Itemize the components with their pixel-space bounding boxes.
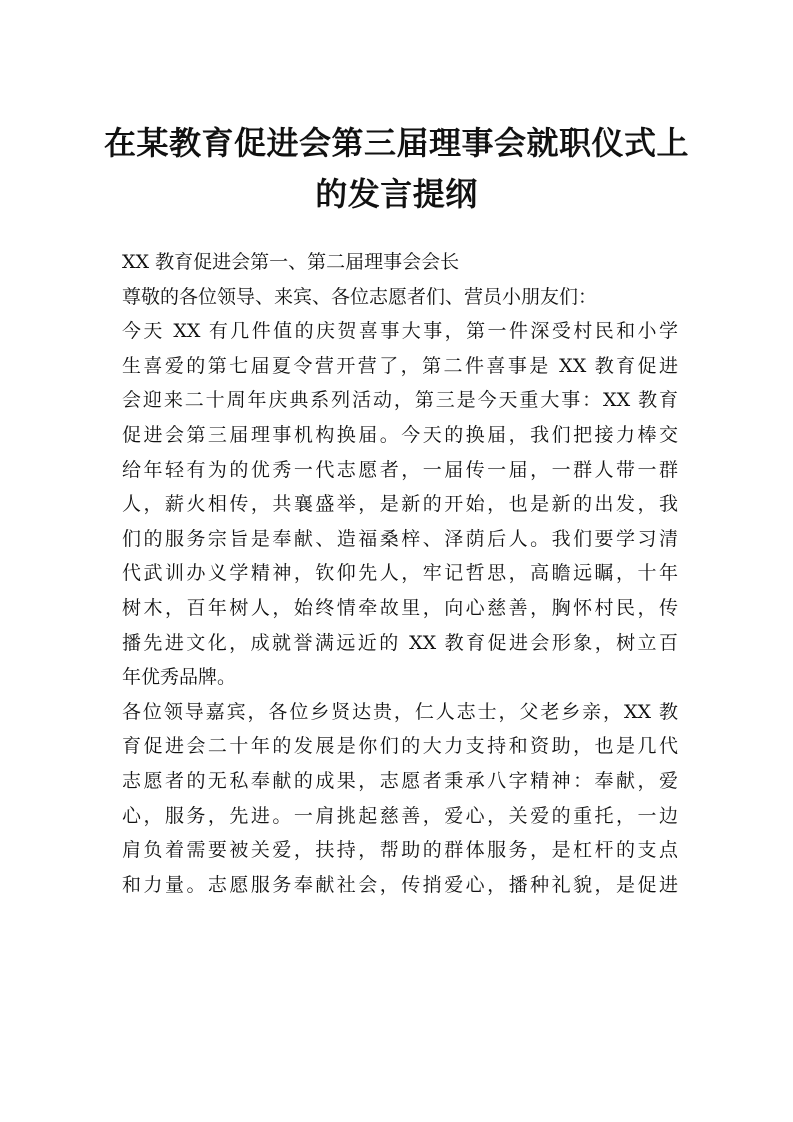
paragraph-1 — [122, 314, 678, 695]
paragraph-line: 生喜爱的第七届夏令营开营了，第二件喜事是 XX 教育促进 — [122, 354, 678, 377]
paragraph-line: 今天 XX 有几件值的庆贺喜事大事，第一件深受村民和小学 — [122, 320, 678, 343]
paragraph-line: 肩负着需要被关爱，扶持，帮助的群体服务，是杠杆的支点 — [122, 839, 678, 862]
document-body — [122, 245, 678, 902]
title-line-2: 的发言提纲 — [315, 175, 478, 213]
paragraph-line: 播先进文化，成就誉满远近的 XX 教育促进会形象，树立百 — [122, 631, 678, 654]
paragraph-line: 志愿者的无私奉献的成果，志愿者秉承八字精神：奉献，爱 — [122, 769, 678, 792]
paragraph-line: 促进会第三届理事机构换届。今天的换届，我们把接力棒交 — [122, 423, 678, 446]
paragraph-line: 代武训办义学精神，钦仰先人，牢记哲思，高瞻远瞩，十年 — [122, 562, 678, 585]
paragraph-line: 各位领导嘉宾，各位乡贤达贵，仁人志士，父老乡亲，XX 教 — [122, 700, 678, 723]
paragraph-line: 心，服务，先进。一肩挑起慈善，爱心，关爱的重托，一边 — [122, 804, 678, 827]
paragraph-line: 给年轻有为的优秀一代志愿者，一届传一届，一群人带一群 — [122, 458, 678, 481]
paragraph-line: 年优秀品牌。 — [122, 666, 237, 689]
paragraph-line: 树木，百年树人，始终情牵故里，向心慈善，胸怀村民，传 — [122, 596, 678, 619]
paragraph-line: 和力量。志愿服务奉献社会，传捎爱心，播种礼貌，是促进 — [122, 873, 678, 896]
paragraph-line: 育促进会二十年的发展是你们的大力支持和资助，也是几代 — [122, 735, 678, 758]
paragraph-line: 们的服务宗旨是奉献、造福桑梓、泽荫后人。我们要学习清 — [122, 527, 678, 550]
salutation-line: 尊敬的各位领导、来宾、各位志愿者们、营员小朋友们： — [122, 285, 598, 308]
document-title — [100, 118, 693, 220]
title-line-1: 在某教育促进会第三届理事会就职仪式上 — [103, 124, 689, 162]
paragraph-2 — [122, 695, 678, 903]
author-line: XX 教育促进会第一、第二届理事会会长 — [122, 251, 460, 273]
paragraph-line: 人，薪火相传，共襄盛举，是新的开始，也是新的出发，我 — [122, 493, 678, 516]
paragraph-line: 会迎来二十周年庆典系列活动，第三是今天重大事：XX 教育 — [122, 389, 678, 412]
